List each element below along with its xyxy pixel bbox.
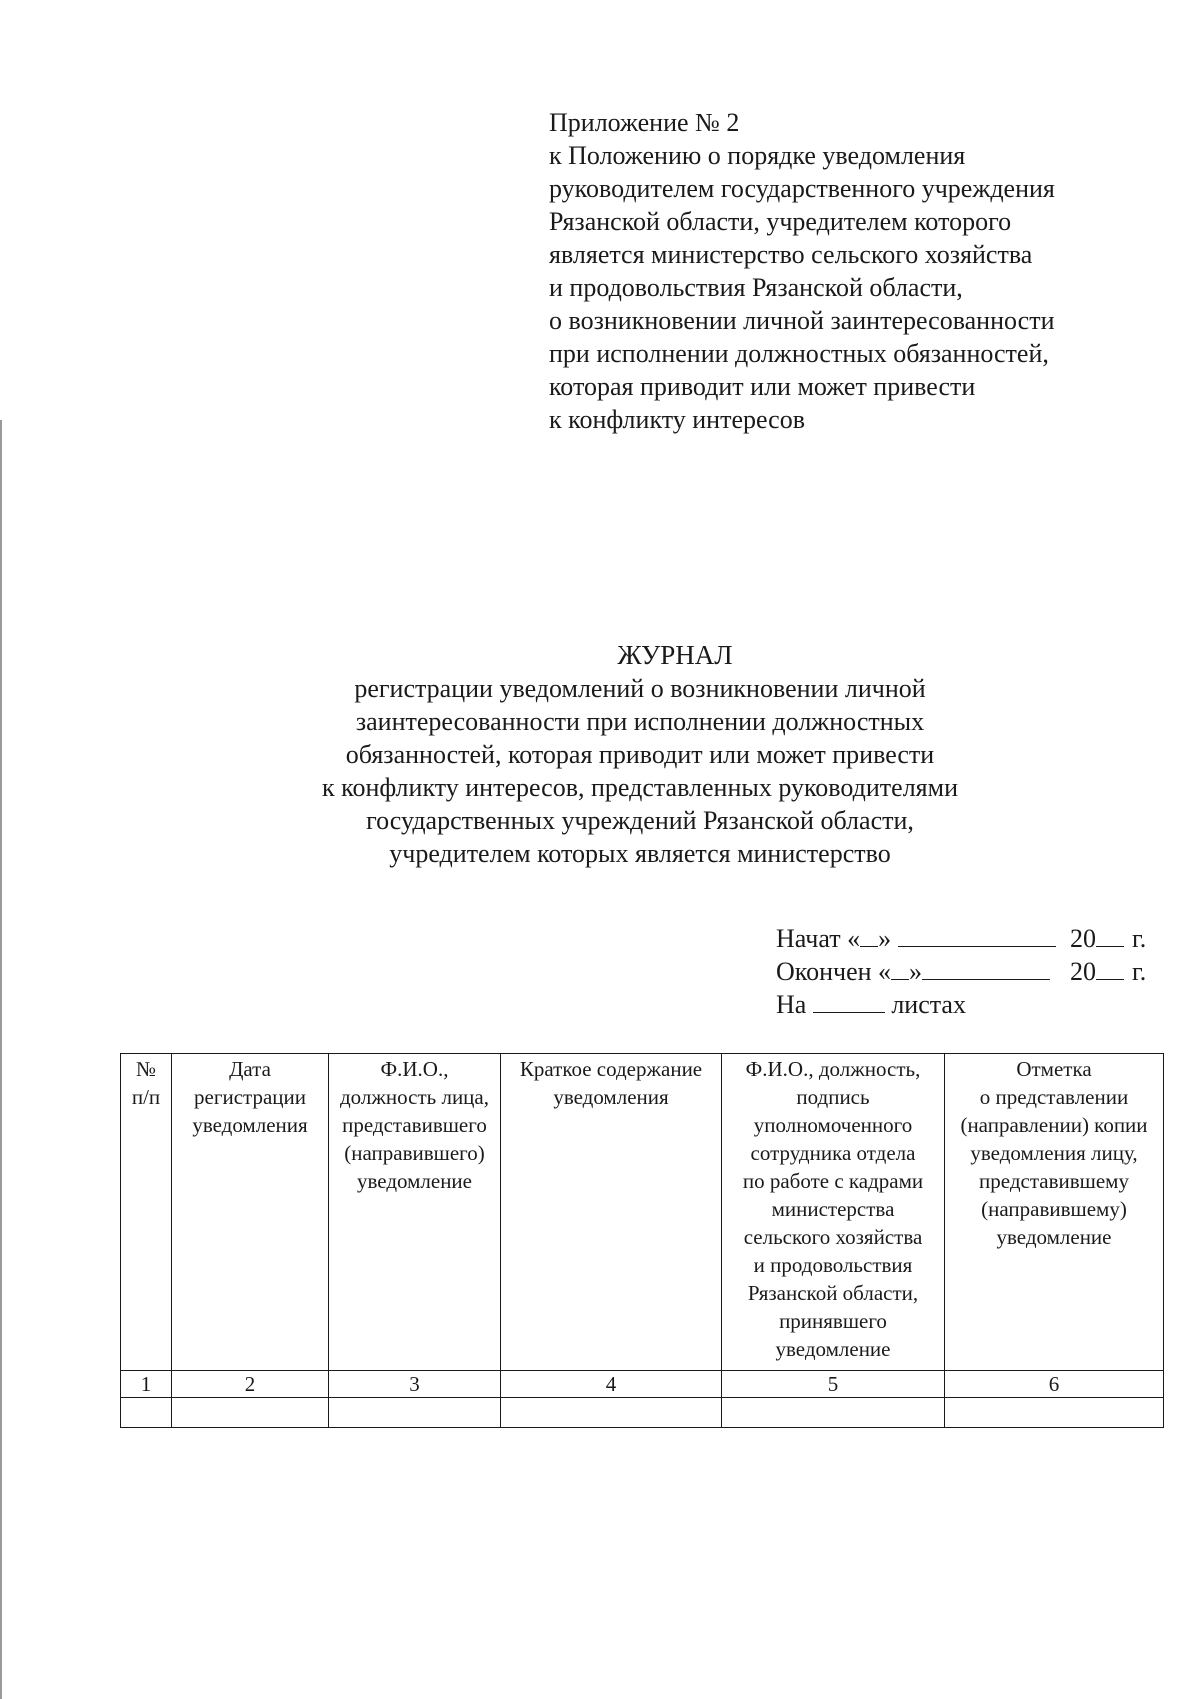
table-row: [121, 1398, 1164, 1428]
header-copy-mark: Отметка о представлении (направлении) копии уведомления лицу, представившему (направившему) уведомление: [945, 1054, 1164, 1371]
empty-cell: [121, 1398, 172, 1428]
sheets-count-blank: [813, 988, 885, 1013]
ended-year-suffix: г.: [1132, 957, 1147, 986]
subtitle-line: обязанностей, которая приводит или может привести: [345, 740, 935, 769]
column-number: 3: [329, 1371, 501, 1398]
started-label: Начат «: [776, 924, 861, 953]
journal-title: ЖУРНАЛ: [617, 640, 733, 670]
started-month-blank: [898, 922, 1056, 947]
subtitle-line: учредителем которых является министерство: [389, 839, 891, 868]
empty-cell: [501, 1398, 722, 1428]
ended-year-prefix: 20: [1070, 957, 1096, 986]
empty-cell: [329, 1398, 501, 1428]
column-number: 4: [501, 1371, 722, 1398]
header-summary: Краткое содержание уведомления: [501, 1054, 722, 1371]
subtitle-line: регистрации уведомлений о возникновении личной: [354, 674, 926, 703]
sheets-suffix: листах: [891, 990, 966, 1019]
appendix-line: о возникновении личной заинтересованности: [549, 306, 1055, 335]
ended-day-blank: [891, 955, 909, 980]
header-registration-date: Дата регистрации уведомления: [172, 1054, 329, 1371]
started-close: »: [878, 924, 892, 953]
started-year-prefix: 20: [1070, 924, 1096, 953]
journal-table: [120, 1053, 1164, 1428]
started-day-blank: [860, 922, 878, 947]
ended-month-blank: [922, 955, 1050, 980]
ended-label: Окончен «: [776, 957, 892, 986]
journal-subtitle: [190, 672, 1090, 870]
appendix-line: которая приводит или может привести: [549, 372, 976, 401]
appendix-line: и продовольствия Рязанской области,: [549, 273, 963, 302]
header-receiver: Ф.И.О., должность, подпись уполномоченного сотрудника отдела по работе с кадрами министерства сельского хозяйства и продовольствия Рязанской области, принявшего уведомление: [722, 1054, 945, 1371]
column-number: 5: [722, 1371, 945, 1398]
appendix-line: к конфликту интересов: [549, 405, 805, 434]
empty-cell: [945, 1398, 1164, 1428]
ended-year-blank: [1096, 955, 1124, 980]
appendix-line: является министерство сельского хозяйства: [549, 240, 1033, 269]
column-number: 6: [945, 1371, 1164, 1398]
subtitle-line: к конфликту интересов, представленных руководителями: [322, 773, 958, 802]
subtitle-line: государственных учреждений Рязанской области,: [366, 806, 914, 835]
column-number: 1: [121, 1371, 172, 1398]
appendix-header: [549, 106, 1169, 436]
appendix-line: к Положению о порядке уведомления: [549, 141, 966, 170]
column-number: 2: [172, 1371, 329, 1398]
column-number-row: [121, 1371, 1164, 1398]
subtitle-line: заинтересованности при исполнении должностных: [355, 707, 925, 736]
empty-cell: [722, 1398, 945, 1428]
empty-cell: [172, 1398, 329, 1428]
appendix-line: Приложение № 2: [549, 108, 740, 137]
started-year-suffix: г.: [1132, 924, 1147, 953]
header-submitter: Ф.И.О., должность лица, представившего (направившего) уведомление: [329, 1054, 501, 1371]
scan-edge: [0, 420, 2, 1699]
appendix-line: Рязанской области, учредителем которого: [549, 207, 1012, 236]
table-header-row: [121, 1054, 1164, 1371]
started-year-blank: [1096, 922, 1124, 947]
appendix-line: руководителем государственного учреждения: [549, 174, 1055, 203]
ended-close: »: [909, 957, 923, 986]
appendix-line: при исполнении должностных обязанностей,: [549, 339, 1049, 368]
sheets-prefix: На: [776, 990, 807, 1019]
header-number: № п/п: [121, 1054, 172, 1371]
